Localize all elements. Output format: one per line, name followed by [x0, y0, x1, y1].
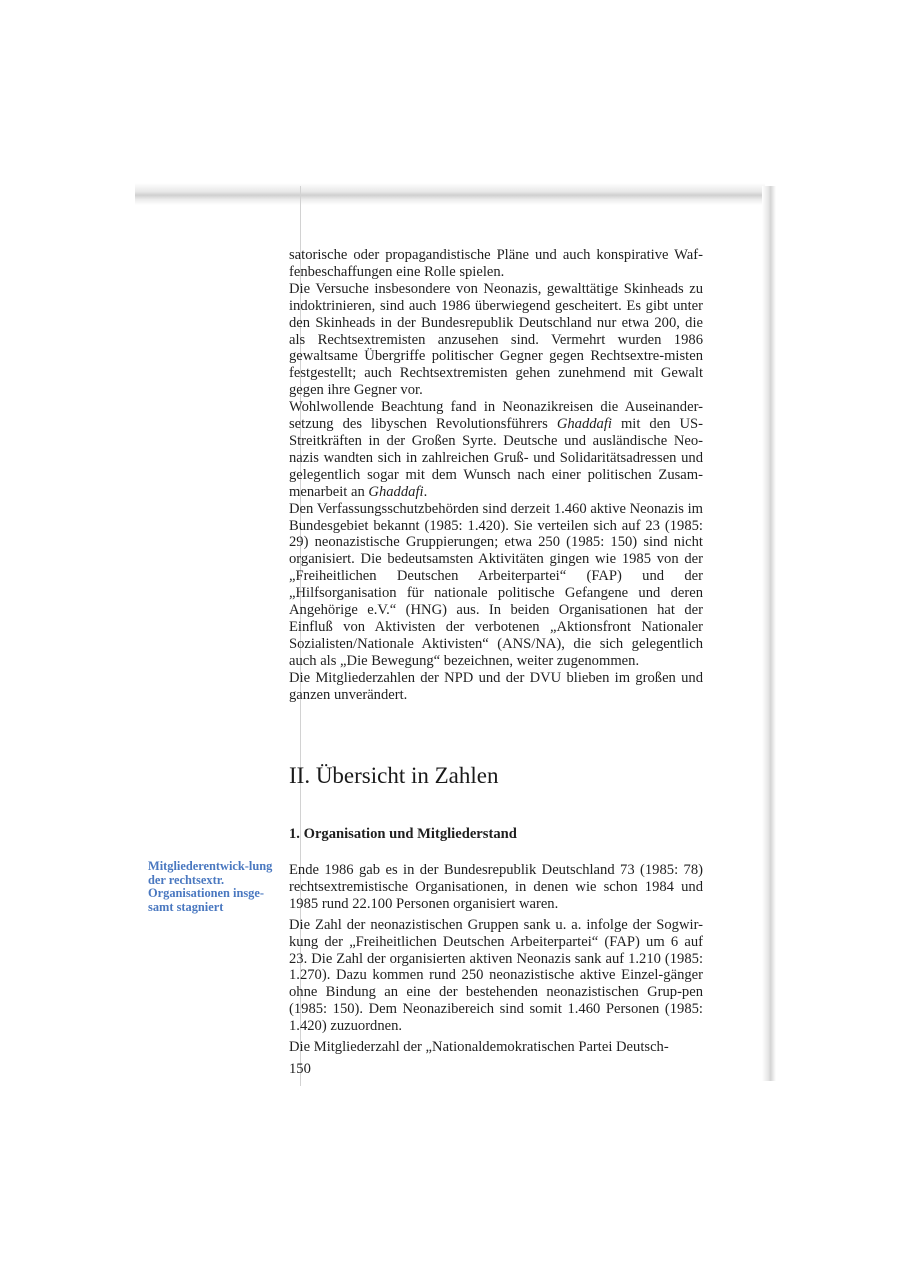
- person-name: Ghaddafi: [368, 483, 424, 500]
- section-heading: II. Übersicht in Zahlen: [289, 763, 499, 788]
- paragraph: Den Verfassungsschutzbehörden sind derzeit 1.460 aktive Neonazis im Bundesgebiet bekannt (1985: 1.420). Sie verteilen sich auf 23 (1985: 29) neonazistische Gruppierungen; etwa 250 (1985: 150) sind nicht organisiert. Die bedeutsamsten Aktivitäten gingen wie 1985 von der „Freiheitlichen Deutschen Arbeiterpartei“ (FAP) und der „Hilfsorganisation für nationale politische Gefangene und deren Angehörige e.V.“ (HNG) aus. In beiden Organisationen hat der Einfluß von Aktivisten der verbotenen „Aktionsfront Nationaler Sozialisten/Nationale Aktivisten“ (ANS/NA), die sich gelegentlich auch als „Die Bewegung“ bezeichnen, weiter zugenommen.: [289, 500, 703, 669]
- sub-heading: 1. Organisation und Mitgliederstand: [289, 826, 517, 842]
- paragraph: Die Mitgliederzahlen der NPD und der DVU blieben im großen und ganzen unverändert.: [289, 669, 703, 703]
- paragraph: satorische oder propagandistische Pläne und auch konspirative Waf-fenbeschaffungen eine Rolle spielen.: [289, 247, 703, 280]
- person-name: Ghaddafi: [556, 416, 612, 433]
- paragraph: Die Mitgliederzahl der „Nationaldemokratischen Partei Deutsch-: [289, 1039, 669, 1056]
- paragraph: Ende 1986 gab es in der Bundesrepublik Deutschland 73 (1985: 78) rechtsextremistische Organisationen, in denen wie schon 1984 und 1985 rund 22.100 Personen organisiert waren.: [289, 862, 703, 912]
- text-run: mit den US-Streitkräften in der Großen Syrte. Deutsche und ausländische Neo-nazis wandten sich in zahlreichen Gruß- und Solidaritätsadressen und gelegentlich sogar mit dem Wunsch nach einer politischen Zusam-menarbeit an: [289, 416, 703, 500]
- text-run: Wohlwollende Beachtung fand in Neonazikreisen die Auseinander-setzung des libyschen Revolutionsführers: [289, 399, 703, 433]
- margin-note: Mitgliederentwick-lung der rechtsextr. Organisationen insge-samt stagniert: [148, 859, 273, 914]
- body-text-top: [289, 247, 703, 703]
- scan-edge-right: [762, 186, 776, 1081]
- body-text-bottom: [289, 862, 703, 1056]
- paragraph: Die Versuche insbesondere von Neonazis, gewalttätige Skinheads zu indoktrinieren, sind auch 1986 überwiegend gescheitert. Es gibt unter den Skinheads in der Bundesrepublik Deutschland nur etwa 200, die als Rechtsextremisten anzusehen sind. Vermehrt wurden 1986 gewaltsame Übergriffe politischer Gegner gegen Rechtsextre-misten festgestellt; auch Rechtsextremisten gehen zunehmend mit Gewalt gegen ihre Gegner vor.: [289, 280, 703, 399]
- text-run: .: [423, 483, 428, 500]
- paragraph: [289, 399, 703, 500]
- scan-edge-top: [135, 183, 765, 205]
- page-number: 150: [289, 1061, 311, 1077]
- paragraph: Die Zahl der neonazistischen Gruppen sank u. a. infolge der Sogwir-kung der „Freiheitlichen Deutschen Arbeiterpartei“ (FAP) um 6 auf 23. Die Zahl der organisierten aktiven Neonazis sank auf 1.210 (1985: 1.270). Dazu kommen rund 250 neonazistische aktive Einzel-gänger ohne Bindung an eine der bestehenden neonazistischen Grup-pen (1985: 150). Dem Neonazibereich sind somit 1.460 Personen (1985: 1.420) zuzuordnen.: [289, 916, 703, 1035]
